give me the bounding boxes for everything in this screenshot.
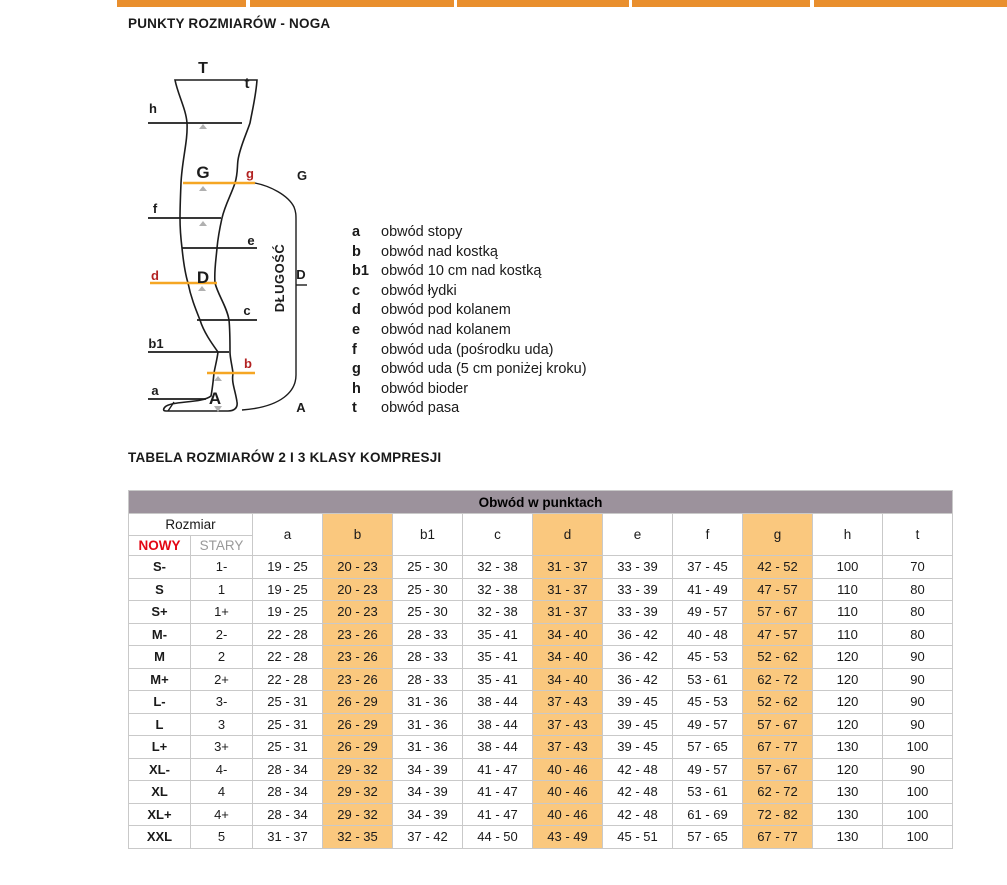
- tab-segment-5[interactable]: [814, 0, 1007, 7]
- table-row: [129, 758, 953, 781]
- size-old-cell: 3-: [191, 691, 253, 714]
- value-cell: 130: [813, 803, 883, 826]
- value-cell: 110: [813, 623, 883, 646]
- value-cell: 70: [883, 556, 953, 579]
- value-cell: 42 - 52: [743, 556, 813, 579]
- label-G-big: G: [196, 163, 210, 182]
- value-cell: 32 - 38: [463, 578, 533, 601]
- legend-item: [352, 262, 587, 282]
- column-header-e: e: [603, 514, 673, 556]
- value-cell: 80: [883, 601, 953, 624]
- value-cell: 35 - 41: [463, 623, 533, 646]
- legend-text: obwód bioder: [381, 380, 469, 397]
- value-cell: 34 - 40: [533, 668, 603, 691]
- value-cell: 53 - 61: [673, 781, 743, 804]
- value-cell: 80: [883, 623, 953, 646]
- value-cell: 25 - 31: [253, 736, 323, 759]
- table-row: [129, 668, 953, 691]
- value-cell: 41 - 49: [673, 578, 743, 601]
- value-cell: 37 - 43: [533, 736, 603, 759]
- value-cell: 26 - 29: [323, 736, 393, 759]
- legend-item: [352, 399, 587, 419]
- value-cell: 62 - 72: [743, 668, 813, 691]
- value-cell: 20 - 23: [323, 578, 393, 601]
- size-new-cell: S: [129, 578, 191, 601]
- value-cell: 25 - 30: [393, 578, 463, 601]
- size-table-letter-row: [129, 514, 953, 536]
- value-cell: 23 - 26: [323, 668, 393, 691]
- value-cell: 130: [813, 781, 883, 804]
- value-cell: 31 - 36: [393, 691, 463, 714]
- value-cell: 35 - 41: [463, 668, 533, 691]
- column-header-t: t: [883, 514, 953, 556]
- span-header: Obwód w punktach: [129, 491, 953, 514]
- value-cell: 110: [813, 578, 883, 601]
- size-old-cell: 3: [191, 713, 253, 736]
- value-cell: 19 - 25: [253, 601, 323, 624]
- legend-text: obwód łydki: [381, 282, 457, 299]
- value-cell: 29 - 32: [323, 758, 393, 781]
- value-cell: 25 - 30: [393, 556, 463, 579]
- size-old-cell: 2: [191, 646, 253, 669]
- size-new-cell: L: [129, 713, 191, 736]
- value-cell: 39 - 45: [603, 713, 673, 736]
- value-cell: 28 - 34: [253, 803, 323, 826]
- size-new-cell: M: [129, 646, 191, 669]
- value-cell: 90: [883, 646, 953, 669]
- value-cell: 57 - 65: [673, 736, 743, 759]
- value-cell: 44 - 50: [463, 826, 533, 849]
- value-cell: 38 - 44: [463, 691, 533, 714]
- legend-key: t: [352, 400, 357, 417]
- table-row: [129, 803, 953, 826]
- label-f: f: [152, 201, 158, 216]
- value-cell: 40 - 48: [673, 623, 743, 646]
- value-cell: 42 - 48: [603, 781, 673, 804]
- value-cell: 20 - 23: [323, 601, 393, 624]
- value-cell: 45 - 53: [673, 646, 743, 669]
- size-old-cell: 5: [191, 826, 253, 849]
- value-cell: 25 - 31: [253, 713, 323, 736]
- size-old-cell: 4-: [191, 758, 253, 781]
- legend-key: b1: [352, 263, 369, 280]
- label-g: g: [246, 166, 254, 181]
- value-cell: 22 - 28: [253, 668, 323, 691]
- legend-item: [352, 380, 587, 400]
- size-new-cell: S-: [129, 556, 191, 579]
- value-cell: 38 - 44: [463, 736, 533, 759]
- size-old-cell: 1: [191, 578, 253, 601]
- legend-item: [352, 301, 587, 321]
- value-cell: 43 - 49: [533, 826, 603, 849]
- value-cell: 25 - 31: [253, 691, 323, 714]
- value-cell: 41 - 47: [463, 758, 533, 781]
- legend-item: [352, 341, 587, 361]
- value-cell: 32 - 35: [323, 826, 393, 849]
- table-row: [129, 781, 953, 804]
- label-t: t: [244, 75, 250, 92]
- value-cell: 110: [813, 601, 883, 624]
- bracket-label-G: G: [296, 168, 308, 183]
- table-row: [129, 556, 953, 579]
- value-cell: 62 - 72: [743, 781, 813, 804]
- value-cell: 41 - 47: [463, 803, 533, 826]
- value-cell: 37 - 45: [673, 556, 743, 579]
- value-cell: 120: [813, 713, 883, 736]
- size-old-cell: 2-: [191, 623, 253, 646]
- legend-item: [352, 282, 587, 302]
- size-new-cell: XL+: [129, 803, 191, 826]
- legend-text: obwód stopy: [381, 224, 463, 240]
- value-cell: 36 - 42: [603, 646, 673, 669]
- value-cell: 72 - 82: [743, 803, 813, 826]
- legend-item: [352, 223, 587, 243]
- value-cell: 57 - 67: [743, 601, 813, 624]
- label-b: b: [244, 356, 252, 371]
- value-cell: 31 - 36: [393, 713, 463, 736]
- value-cell: 100: [883, 736, 953, 759]
- value-cell: 45 - 53: [673, 691, 743, 714]
- legend-item: [352, 321, 587, 341]
- legend: [352, 223, 587, 419]
- table-row: [129, 646, 953, 669]
- size-table: [128, 490, 953, 849]
- label-b1: b1: [148, 336, 164, 351]
- leg-measurement-diagram: [130, 55, 330, 433]
- value-cell: 49 - 57: [673, 601, 743, 624]
- value-cell: 32 - 38: [463, 601, 533, 624]
- value-cell: 100: [883, 803, 953, 826]
- value-cell: 34 - 40: [533, 646, 603, 669]
- value-cell: 42 - 48: [603, 758, 673, 781]
- tab-segment-4[interactable]: [632, 0, 810, 7]
- value-cell: 40 - 46: [533, 803, 603, 826]
- column-header-d: d: [533, 514, 603, 556]
- legend-key: h: [352, 380, 361, 397]
- value-cell: 49 - 57: [673, 713, 743, 736]
- value-cell: 67 - 77: [743, 736, 813, 759]
- legend-key: d: [352, 302, 361, 319]
- legend-key: g: [352, 361, 361, 378]
- size-old-cell: 4+: [191, 803, 253, 826]
- value-cell: 41 - 47: [463, 781, 533, 804]
- value-cell: 36 - 42: [603, 623, 673, 646]
- value-cell: 28 - 34: [253, 781, 323, 804]
- value-cell: 23 - 26: [323, 623, 393, 646]
- size-new-cell: XXL: [129, 826, 191, 849]
- legend-item: [352, 360, 587, 380]
- value-cell: 39 - 45: [603, 736, 673, 759]
- value-cell: 100: [813, 556, 883, 579]
- tab-segment-1[interactable]: [117, 0, 246, 7]
- value-cell: 45 - 51: [603, 826, 673, 849]
- length-bracket: [242, 183, 296, 410]
- value-cell: 34 - 39: [393, 758, 463, 781]
- tab-segment-3[interactable]: [457, 0, 629, 7]
- value-cell: 37 - 42: [393, 826, 463, 849]
- value-cell: 90: [883, 668, 953, 691]
- column-header-g: g: [743, 514, 813, 556]
- value-cell: 34 - 40: [533, 623, 603, 646]
- value-cell: 90: [883, 691, 953, 714]
- value-cell: 61 - 69: [673, 803, 743, 826]
- value-cell: 22 - 28: [253, 646, 323, 669]
- value-cell: 57 - 67: [743, 758, 813, 781]
- nowy-header: NOWY: [129, 536, 191, 556]
- table-row: [129, 623, 953, 646]
- leg-outline: [164, 80, 257, 411]
- legend-key: e: [352, 321, 361, 338]
- table-row: [129, 578, 953, 601]
- value-cell: 29 - 32: [323, 781, 393, 804]
- legend-text: obwód pasa: [381, 400, 460, 417]
- column-header-b: b: [323, 514, 393, 556]
- value-cell: 130: [813, 736, 883, 759]
- value-cell: 120: [813, 668, 883, 691]
- value-cell: 29 - 32: [323, 803, 393, 826]
- value-cell: 37 - 43: [533, 713, 603, 736]
- value-cell: 19 - 25: [253, 556, 323, 579]
- value-cell: 23 - 26: [323, 646, 393, 669]
- size-old-cell: 4: [191, 781, 253, 804]
- value-cell: 28 - 33: [393, 646, 463, 669]
- size-new-cell: L+: [129, 736, 191, 759]
- label-D-big: D: [196, 268, 210, 287]
- rozmiar-header: Rozmiar: [129, 514, 253, 536]
- table-row: [129, 826, 953, 849]
- table-row: [129, 601, 953, 624]
- size-old-cell: 3+: [191, 736, 253, 759]
- legend-key: f: [352, 341, 357, 358]
- legend-text: obwód 10 cm nad kostką: [381, 263, 542, 280]
- legend-text: obwód uda (5 cm poniżej kroku): [381, 361, 587, 378]
- legend-text: obwód uda (pośrodku uda): [381, 341, 554, 358]
- value-cell: 49 - 57: [673, 758, 743, 781]
- value-cell: 26 - 29: [323, 691, 393, 714]
- column-header-f: f: [673, 514, 743, 556]
- size-new-cell: M-: [129, 623, 191, 646]
- value-cell: 36 - 42: [603, 668, 673, 691]
- value-cell: 22 - 28: [253, 623, 323, 646]
- tab-segment-2[interactable]: [250, 0, 454, 7]
- label-a: a: [151, 383, 159, 398]
- value-cell: 90: [883, 713, 953, 736]
- value-cell: 53 - 61: [673, 668, 743, 691]
- value-cell: 100: [883, 781, 953, 804]
- value-cell: 80: [883, 578, 953, 601]
- value-cell: 31 - 37: [253, 826, 323, 849]
- value-cell: 31 - 37: [533, 578, 603, 601]
- legend-key: a: [352, 224, 361, 240]
- toe-cap-line: [168, 402, 174, 411]
- value-cell: 47 - 57: [743, 623, 813, 646]
- size-new-cell: XL: [129, 781, 191, 804]
- label-d: d: [151, 268, 159, 283]
- size-new-cell: XL-: [129, 758, 191, 781]
- size-new-cell: L-: [129, 691, 191, 714]
- value-cell: 120: [813, 646, 883, 669]
- value-cell: 28 - 33: [393, 668, 463, 691]
- legend-text: obwód pod kolanem: [381, 302, 511, 319]
- label-h: h: [149, 101, 157, 116]
- value-cell: 28 - 33: [393, 623, 463, 646]
- legend-text: obwód nad kostką: [381, 243, 498, 260]
- value-cell: 42 - 48: [603, 803, 673, 826]
- value-cell: 34 - 39: [393, 781, 463, 804]
- value-cell: 40 - 46: [533, 781, 603, 804]
- size-old-cell: 1-: [191, 556, 253, 579]
- bracket-label-D: D: [296, 267, 306, 282]
- size-new-cell: M+: [129, 668, 191, 691]
- value-cell: 100: [883, 826, 953, 849]
- legend-key: c: [352, 282, 361, 299]
- value-cell: 120: [813, 758, 883, 781]
- value-cell: 20 - 23: [323, 556, 393, 579]
- length-axis-label: DŁUGOŚĆ: [272, 243, 287, 313]
- size-old-cell: 1+: [191, 601, 253, 624]
- value-cell: 33 - 39: [603, 578, 673, 601]
- value-cell: 28 - 34: [253, 758, 323, 781]
- value-cell: 37 - 43: [533, 691, 603, 714]
- value-cell: 35 - 41: [463, 646, 533, 669]
- column-header-b1: b1: [393, 514, 463, 556]
- value-cell: 33 - 39: [603, 601, 673, 624]
- table-row: [129, 713, 953, 736]
- bracket-label-A: A: [296, 400, 306, 415]
- value-cell: 26 - 29: [323, 713, 393, 736]
- value-cell: 57 - 67: [743, 713, 813, 736]
- size-table-title: TABELA ROZMIARÓW 2 I 3 KLASY KOMPRESJI: [128, 450, 442, 465]
- value-cell: 67 - 77: [743, 826, 813, 849]
- value-cell: 33 - 39: [603, 556, 673, 579]
- page-title: PUNKTY ROZMIARÓW - NOGA: [128, 16, 331, 31]
- legend-item: [352, 243, 587, 263]
- value-cell: 38 - 44: [463, 713, 533, 736]
- legend-text: obwód nad kolanem: [381, 321, 511, 338]
- value-cell: 19 - 25: [253, 578, 323, 601]
- value-cell: 120: [813, 691, 883, 714]
- size-old-cell: 2+: [191, 668, 253, 691]
- value-cell: 40 - 46: [533, 758, 603, 781]
- value-cell: 25 - 30: [393, 601, 463, 624]
- table-row: [129, 736, 953, 759]
- column-header-c: c: [463, 514, 533, 556]
- value-cell: 130: [813, 826, 883, 849]
- value-cell: 31 - 36: [393, 736, 463, 759]
- value-cell: 90: [883, 758, 953, 781]
- label-c: c: [243, 303, 251, 318]
- value-cell: 34 - 39: [393, 803, 463, 826]
- column-header-a: a: [253, 514, 323, 556]
- value-cell: 52 - 62: [743, 691, 813, 714]
- table-span-header-row: [129, 491, 953, 514]
- value-cell: 32 - 38: [463, 556, 533, 579]
- size-new-cell: S+: [129, 601, 191, 624]
- label-A-big: A: [208, 389, 222, 408]
- legend-key: b: [352, 243, 361, 260]
- value-cell: 31 - 37: [533, 556, 603, 579]
- label-e: e: [247, 233, 255, 248]
- value-cell: 57 - 65: [673, 826, 743, 849]
- value-cell: 31 - 37: [533, 601, 603, 624]
- value-cell: 39 - 45: [603, 691, 673, 714]
- stary-header: STARY: [191, 536, 253, 556]
- size-table-body: [129, 556, 953, 849]
- table-row: [129, 691, 953, 714]
- label-T: T: [198, 60, 208, 77]
- value-cell: 47 - 57: [743, 578, 813, 601]
- value-cell: 52 - 62: [743, 646, 813, 669]
- column-header-h: h: [813, 514, 883, 556]
